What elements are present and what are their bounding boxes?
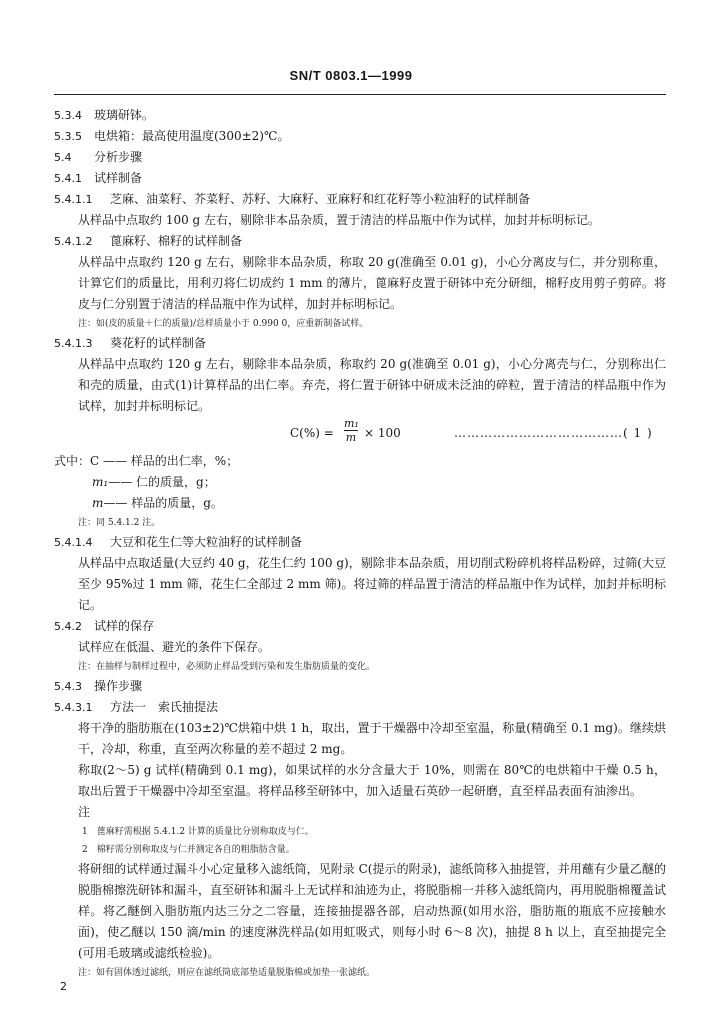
formula-numerator: m₁ <box>344 417 359 430</box>
section-title: 蓖麻籽、棉籽的试样制备 <box>110 234 243 248</box>
section-heading <box>54 532 666 553</box>
section-title: 葵花籽的试样制备 <box>110 336 207 350</box>
document-body <box>54 105 666 982</box>
paragraph: 从样品中点取约 120 g 左右，剔除非本品杂质，称取约 20 g(准确至 0.01 g)，小心分离壳与仁，分别称出仁和壳的质量，由式(1)计算样品的出仁率。弃壳，将仁置于研钵中研成未泛油的碎粒，置于清洁的样品瓶中作为试样，加封并标明标记。 <box>78 357 666 413</box>
section-title: 玻璃研钵。 <box>94 108 155 122</box>
formula-legend-item <box>54 472 666 493</box>
formula-symbol-desc: —— 仁的质量，g； <box>108 475 216 489</box>
standard-code-header: SN/T 0803.1—1999 <box>289 68 413 83</box>
section-heading <box>54 697 666 718</box>
section-title: 方法一 索氏抽提法 <box>110 700 219 714</box>
note-item: 2 棉籽需分别称取皮与仁并测定各自的粗脂肪含量。 <box>82 845 295 855</box>
note-item: 1 蓖麻籽需根据 5.4.1.2 计算的质量比分别称取皮与仁。 <box>82 827 314 837</box>
formula-fraction <box>344 417 358 445</box>
formula-symbol: m <box>92 496 104 510</box>
section-number: 5.4.1.2 <box>54 235 93 248</box>
paragraph: 从样品中点取适量(大豆约 40 g，花生仁约 100 g)，剔除非本品杂质，用切削式粉碎机将样品粉碎，过筛(大豆至少 95%过 1 mm 筛，花生仁全部过 2 mm 筛)。将过筛的样品置于清洁的样品瓶中作为试样，加封并标明标记。 <box>78 556 666 612</box>
paragraph: 从样品中点取约 120 g 左右，剔除非本品杂质，称取 20 g(准确至 0.01 g)，小心分离皮与仁，并分别称重，计算它们的质量比，用利刃将仁切成约 1 mm 的薄片，蓖麻籽皮置于研钵中充分研细，棉籽皮用剪子剪碎。将皮与仁分别置于清洁的样品瓶中作为试样，加封并标明标记。 <box>78 255 666 311</box>
paragraph: 从样品中点取约 100 g 左右，剔除非本品杂质，置于清洁的样品瓶中作为试样，加封并标明标记。 <box>78 213 601 227</box>
formula-denominator: m <box>345 431 357 444</box>
section-number: 5.3.4 <box>54 109 82 122</box>
section-number: 5.4.1 <box>54 172 82 185</box>
section-title: 芝麻、油菜籽、芥菜籽、苏籽、大麻籽、亚麻籽和红花籽等小粒油籽的试样制备 <box>110 192 531 206</box>
section-title: 试样的保存 <box>94 619 155 633</box>
section-heading <box>54 616 666 637</box>
section-number: 5.4.2 <box>54 620 82 633</box>
note: 注：在抽样与制样过程中，必须防止样品受到污染和发生脂肪质量的变化。 <box>78 662 376 672</box>
formula-1 <box>54 417 666 451</box>
section-heading <box>54 189 666 210</box>
section-title: 分析步骤 <box>94 150 143 164</box>
header-rule <box>54 94 666 95</box>
section-number: 5.4.1.3 <box>54 337 93 350</box>
formula-legend-item <box>54 493 666 514</box>
note: 注：如有固体透过滤纸，则应在滤纸筒底部垫适量脱脂棉或加垫一张滤纸。 <box>78 968 376 978</box>
section-number: 5.4.1.4 <box>54 536 93 549</box>
note-label: 注 <box>78 805 91 819</box>
formula-number: …………………………………( 1 ) <box>454 426 653 440</box>
section-heading <box>54 105 666 126</box>
formula-lhs: C(%) = <box>290 426 334 440</box>
section-heading <box>54 231 666 252</box>
section-title: 大豆和花生仁等大粒油籽的试样制备 <box>110 535 303 549</box>
section-number: 5.3.5 <box>54 130 82 143</box>
section-number: 5.4.3 <box>54 680 82 693</box>
formula-symbol-desc: —— 样品的质量，g。 <box>103 496 223 510</box>
formula-legend: 式中：C —— 样品的出仁率，%； <box>54 454 239 468</box>
page-number: 2 <box>60 980 67 993</box>
paragraph: 将干净的脂肪瓶在(103±2)℃烘箱中烘 1 h，取出，置于干燥器中冷却至室温，称量(精确至 0.1 mg)。继续烘干，冷却，称重，直至两次称量的差不超过 2 mg。 <box>78 721 666 756</box>
section-number: 5.4 <box>54 151 72 164</box>
section-number: 5.4.3.1 <box>54 701 93 714</box>
section-heading <box>54 676 666 697</box>
section-heading <box>54 126 666 147</box>
section-title: 电烘箱：最高使用温度(300±2)℃。 <box>94 129 290 143</box>
paragraph: 称取(2～5) g 试样(精确到 0.1 mg)，如果试样的水分含量大于 10%，则需在 80℃的电烘箱中干燥 0.5 h，取出后置于干燥器中冷却至室温。将样品移至研钵中，加入适量石英砂一起研磨，直至样品表面有油渗出。 <box>78 763 666 798</box>
paragraph: 试样应在低温、避光的条件下保存。 <box>78 640 271 654</box>
section-title: 试样制备 <box>94 171 143 185</box>
section-heading <box>54 168 666 189</box>
section-heading <box>54 147 666 168</box>
paragraph: 将研细的试样通过漏斗小心定量移入滤纸筒，见附录 C(提示的附录)，滤纸筒移入抽提管，并用蘸有少量乙醚的脱脂棉擦洗研钵和漏斗，直至研钵和漏斗上无试样和油迹为止，将脱脂棉一并移入滤纸筒内，再用脱脂棉覆盖试样。将乙醚倒入脂肪瓶内达三分之二容量，连接抽提器各部，启动热源(如用水浴，脂肪瓶的瓶底不应接触水面)，使乙醚以 150 滴/min 的速度淋洗样品(如用虹吸式，则每小时 6～8 次)，抽提 8 h 以上，直至抽提完全(可用毛玻璃或滤纸检验)。 <box>78 862 667 960</box>
formula-rhs: × 100 <box>364 426 401 440</box>
note: 注：同 5.4.1.2 注。 <box>78 518 161 528</box>
note: 注：如(皮的质量＋仁的质量)/总样质量小于 0.990 0，应重新制备试样。 <box>78 319 369 329</box>
formula-symbol: m₁ <box>92 475 109 489</box>
section-title: 操作步骤 <box>94 679 143 693</box>
section-number: 5.4.1.1 <box>54 193 93 206</box>
section-heading <box>54 333 666 354</box>
